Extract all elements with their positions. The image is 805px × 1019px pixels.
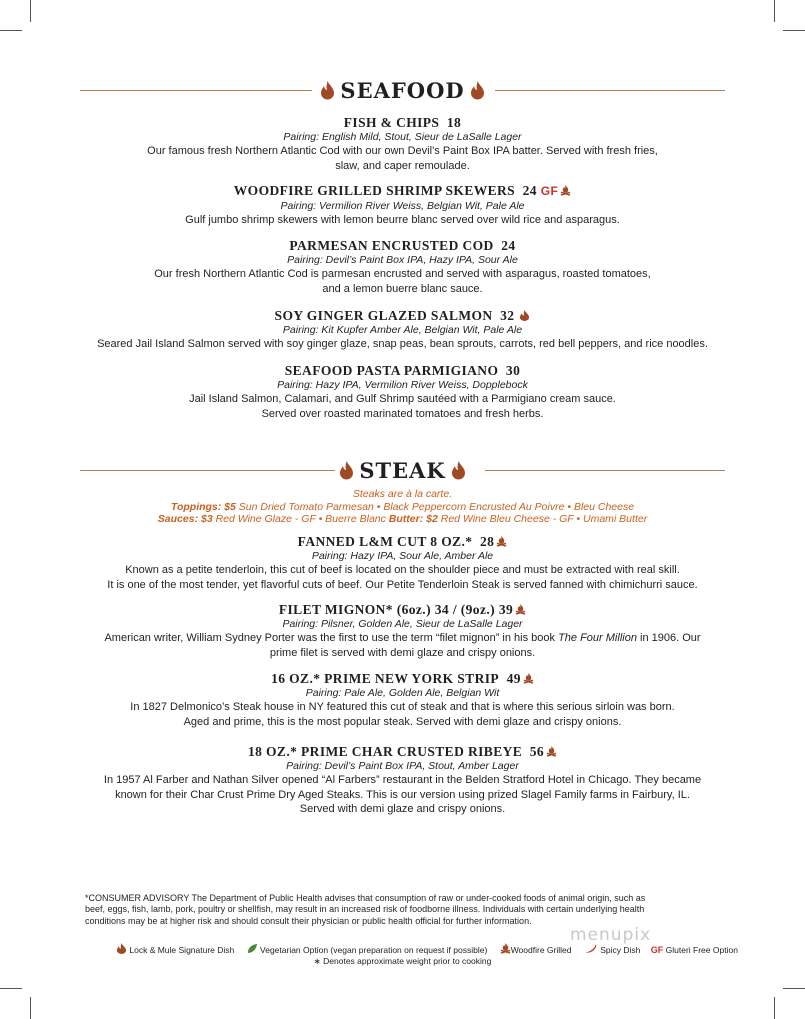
section-title: SEAFOOD (0, 76, 805, 106)
legend-vegetarian: Vegetarian Option (vegan preparation on request if possible) (245, 945, 488, 955)
menu-item (0, 182, 805, 228)
dish-pairing: Pairing: Pale Ale, Golden Ale, Belgian Wit (305, 687, 500, 699)
dish-name: FANNED L&M CUT 8 OZ.* (297, 534, 473, 549)
steak-header (0, 456, 805, 486)
legend-spicy: Spicy Dish (582, 945, 641, 955)
flame-icon (451, 461, 466, 480)
dish-name: SOY GINGER GLAZED SALMON (274, 308, 493, 323)
dish-price: 24 (522, 183, 537, 198)
icon-legend (114, 943, 746, 955)
steak-toppings-notes (0, 488, 805, 526)
crop-mark (30, 997, 31, 1019)
crop-mark (774, 997, 775, 1019)
dish-price: 39 (498, 602, 514, 617)
gluten-free-badge: GF (540, 184, 559, 198)
dish-description: Jail Island Salmon, Calamari, and Gulf Shrimp sautéed with a Parmigiano cream sauce. Served over roasted marinated tomatoes and fresh herbs. (189, 393, 616, 420)
woodfire-grilled-icon (515, 604, 526, 615)
book-title: The Four Million (558, 632, 637, 644)
dish-description: Our fresh Northern Atlantic Cod is parmesan encrusted and served with asparagus, roasted tomatoes, and a lemon buerre blanc sauce. (154, 268, 651, 295)
consumer-advisory: *CONSUMER ADVISORY The Department of Public Health advises that consumption of raw or under-cooked foods of animal origin, such as beef, eggs, fish, lamb, pork, poultry or shellfish, may result in an increased risk of foodborne illness. Individuals with certain underlying health conditions may be at higher risk and should consult their physician or public health official for further information. (85, 893, 646, 926)
toppings-line: Toppings: $5 Sun Dried Tomato Parmesan • Black Peppercorn Encrusted Au Poivre • Bleu Cheese (170, 500, 635, 513)
dish-price: 24 (501, 238, 516, 253)
section-title: STEAK (0, 456, 805, 486)
weight-note: ∗ Denotes approximate weight prior to cooking (313, 956, 492, 966)
dish-price: 32 (500, 308, 515, 323)
dish-description: Known as a petite tenderloin, this cut of beef is located on the shoulder piece and must be extracted with real skill. It is one of the most tender, yet flavorful cuts of beef. Our Petite Tenderloin Steak is served fanned with chimichurri sauce. (107, 564, 698, 591)
menu-item (0, 114, 805, 173)
dish-description: Our famous fresh Northern Atlantic Cod with our own Devil’s Paint Box IPA batter. Served with fresh fries, slaw, and caper remoulade. (147, 145, 658, 172)
dish-price: 30 (505, 363, 521, 378)
legend-gf: GF Gluteri Free Option (650, 945, 738, 955)
dish-pairing: Pairing: Vermilion River Weiss, Belgian Wit, Pale Ale (280, 200, 525, 212)
flame-icon (320, 81, 335, 100)
dish-price: 18 (446, 115, 462, 130)
legend-woodfire: Woodfire Grilled (498, 945, 572, 955)
sauces-line: Sauces: $3 Red Wine Glaze - GF • Buerre Blanc Butter: $2 Red Wine Bleu Cheese - GF • Umami Butter (157, 513, 648, 525)
dish-name: PARMESAN ENCRUSTED COD (289, 238, 494, 253)
menu-item (0, 362, 805, 421)
signature-dish-icon (519, 310, 530, 321)
seafood-header (0, 76, 805, 106)
dish-pairing: Pairing: Devil’s Paint Box IPA, Stout, Amber Lager (286, 760, 519, 772)
dish-pairing: Pairing: Pilsner, Golden Ale, Sieur de LaSalle Lager (282, 618, 523, 630)
dish-name: FILET MIGNON* (6oz.) 34 / (9oz.) (278, 602, 496, 617)
dish-description: In 1827 Delmonico’s Steak house in NY featured this cut of steak and that is where this serious sirloin was born. Aged and prime, this is the most popular steak. Served with demi glaze and crispy onions. (130, 701, 675, 728)
crop-mark (30, 0, 31, 22)
dish-description: Gulf jumbo shrimp skewers with lemon beurre blanc served over wild rice and asparagus. (185, 214, 620, 226)
dish-pairing: Pairing: Kit Kupfer Amber Ale, Belgian Wit, Pale Ale (282, 324, 523, 336)
dish-price: 28 (480, 534, 495, 549)
menu-item (0, 601, 805, 660)
watermark: menupix (570, 925, 652, 945)
menu-item (0, 533, 805, 592)
dish-name: 16 OZ.* PRIME NEW YORK STRIP (271, 671, 500, 686)
crop-mark (0, 30, 22, 31)
dish-name: WOODFIRE GRILLED SHRIMP SKEWERS (233, 183, 516, 198)
dish-description: American writer, William Sydney Porter was the first to use the term “filet mignon” in his book The Four Million in 1906. Our prime filet is served with demi glaze and crispy onions. (104, 632, 701, 659)
chili-pepper-icon (584, 943, 598, 954)
woodfire-grilled-icon (496, 536, 507, 547)
woodfire-grilled-icon (546, 746, 557, 757)
woodfire-grilled-icon (500, 943, 511, 954)
woodfire-grilled-icon (523, 673, 534, 684)
menu-item (0, 670, 805, 729)
woodfire-grilled-icon (560, 185, 571, 196)
dish-pairing: Pairing: Hazy IPA, Sour Ale, Amber Ale (311, 550, 494, 562)
dish-name: SEAFOOD PASTA PARMIGIANO (284, 363, 499, 378)
crop-mark (783, 988, 805, 989)
crop-mark (0, 988, 22, 989)
dish-name: 18 OZ.* PRIME CHAR CRUSTED RIBEYE (247, 744, 523, 759)
dish-pairing: Pairing: Hazy IPA, Vermilion River Weiss, Dopplebock (277, 379, 528, 391)
dish-description: In 1957 Al Farber and Nathan Silver opened “Al Farbers” restaurant in the Belden Stratford Hotel in Chicago. They became known for their Char Crust Prime Dry Aged Steaks. This is our version using prized Slagel Family farms in Fairbury, IL. Served with demi glaze and crispy onions. (103, 774, 702, 815)
dish-price: 56 (529, 744, 545, 759)
dish-name: FISH & CHIPS (343, 115, 440, 130)
dish-description: Seared Jail Island Salmon served with soy ginger glaze, snap peas, bean sprouts, carrots, red bell peppers, and rice noodles. (97, 338, 708, 350)
menu-item (0, 307, 805, 352)
menu-item (0, 237, 805, 296)
crop-mark (774, 0, 775, 22)
flame-icon (470, 81, 485, 100)
leaf-icon (247, 943, 258, 954)
crop-mark (783, 30, 805, 31)
dish-price: 49 (506, 671, 521, 686)
legend-signature: Lock & Mule Signature Dish (114, 945, 234, 955)
dish-pairing: Pairing: English Mild, Stout, Sieur de LaSalle Lager (283, 131, 522, 143)
menu-item (0, 743, 805, 817)
flame-icon (339, 461, 354, 480)
signature-dish-icon (116, 943, 127, 954)
steak-note: Steaks are à la carte. (352, 488, 453, 500)
dish-pairing: Pairing: Devil’s Paint Box IPA, Hazy IPA, Sour Ale (287, 254, 518, 266)
